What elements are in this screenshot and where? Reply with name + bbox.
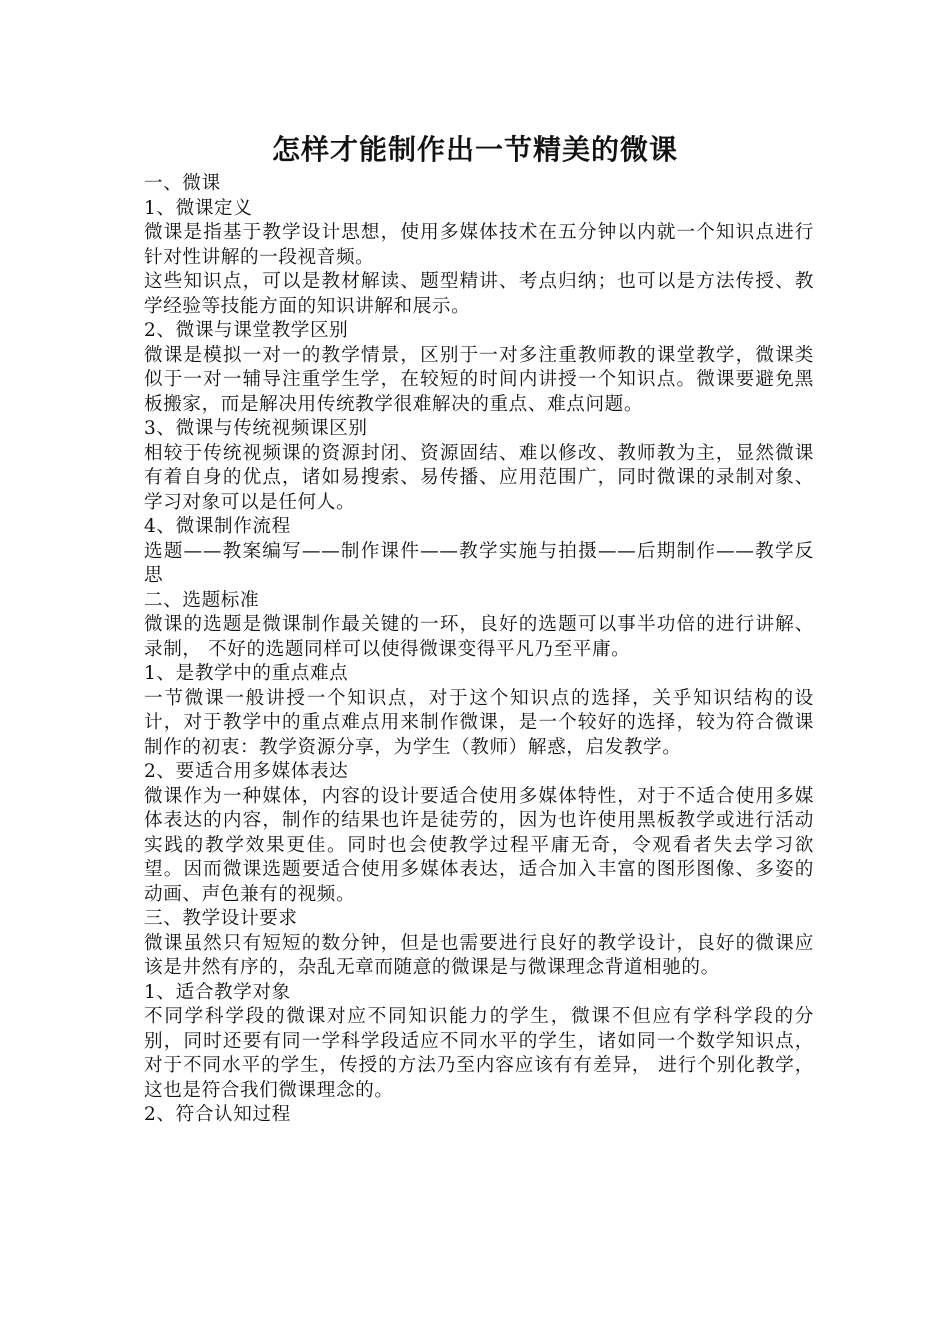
section-heading: 1、适合教学对象 <box>144 981 291 1003</box>
body-paragraph: 相较于传统视频课的资源封闭、资源固结、难以修改、教师教为主，显然微课有着自身的优点，诸如易搜索、易传播、应用范围广，同时微课的录制对象、学习对象可以是任何人。 <box>144 442 814 513</box>
section-heading: 三、教学设计要求 <box>144 908 298 929</box>
body-paragraph: 微课的选题是微课制作最关键的一环，良好的选题可以事半功倍的进行讲解、录制， 不好的选题同样可以使得微课变得平凡乃至平庸。 <box>144 614 814 660</box>
body-paragraph: 微课作为一种媒体，内容的设计要适合使用多媒体特性，对于不适合使用多媒体表达的内容，制作的结果也许是徒劳的，因为也许使用黑板教学或进行活动实践的教学效果更佳。同时也会使教学过程平庸无奇，令观看者失去学习欲望。因而微课选题要适合使用多媒体表达，适合加入丰富的图形图像、多姿的动画、声色兼有的视频。 <box>144 785 814 905</box>
section-heading: 2、符合认知过程 <box>144 1104 291 1125</box>
body-paragraph: 微课是模拟一对一的教学情景，区别于一对多注重教师教的课堂教学，微课类似于一对一辅导注重学生学，在较短的时间内讲授一个知识点。微课要避免黑板搬家，而是解决用传统教学很难解决的重点、难点问题。 <box>144 344 814 415</box>
body-paragraph: 不同学科学段的微课对应不同知识能力的学生，微课不但应有学科学段的分别，同时还要有同一学科学段适应不同水平的学生，诸如同一个数学知识点，对于不同水平的学生，传授的方法乃至内容应该有有差异， 进行个别化教学，这也是符合我们微课理念的。 <box>144 1006 814 1101</box>
document-body <box>144 172 814 1128</box>
section-heading: 2、要适合用多媒体表达 <box>144 761 349 782</box>
body-paragraph: 选题——教案编写——制作课件——教学实施与拍摄——后期制作——教学反思 <box>144 540 814 586</box>
section-heading: 一、微课 <box>144 173 221 194</box>
body-paragraph: 微课虽然只有短短的数分钟，但是也需要进行良好的教学设计，良好的微课应该是井然有序的，杂乱无章而随意的微课是与微课理念背道相驰的。 <box>144 932 814 978</box>
body-paragraph: 微课是指基于教学设计思想，使用多媒体技术在五分钟以内就一个知识点进行针对性讲解的一段视音频。 <box>144 222 814 268</box>
body-paragraph: 这些知识点，可以是教材解读、题型精讲、考点归纳；也可以是方法传授、教学经验等技能方面的知识讲解和展示。 <box>144 271 814 317</box>
page-title: 怎样才能制作出一节精美的微课 <box>271 133 678 166</box>
section-heading: 2、微课与课堂教学区别 <box>144 320 349 341</box>
section-heading: 3、微课与传统视频课区别 <box>144 418 368 439</box>
section-heading: 二、选题标准 <box>144 589 260 611</box>
section-heading: 4、微课制作流程 <box>144 516 291 537</box>
body-paragraph: 一节微课一般讲授一个知识点，对于这个知识点的选择，关乎知识结构的设计，对于教学中的重点难点用来制作微课，是一个较好的选择，较为符合微课制作的初衷：教学资源分享，为学生（教师）解惑，启发教学。 <box>144 687 814 758</box>
section-heading: 1、微课定义 <box>144 197 253 219</box>
section-heading: 1、是教学中的重点难点 <box>144 663 349 684</box>
